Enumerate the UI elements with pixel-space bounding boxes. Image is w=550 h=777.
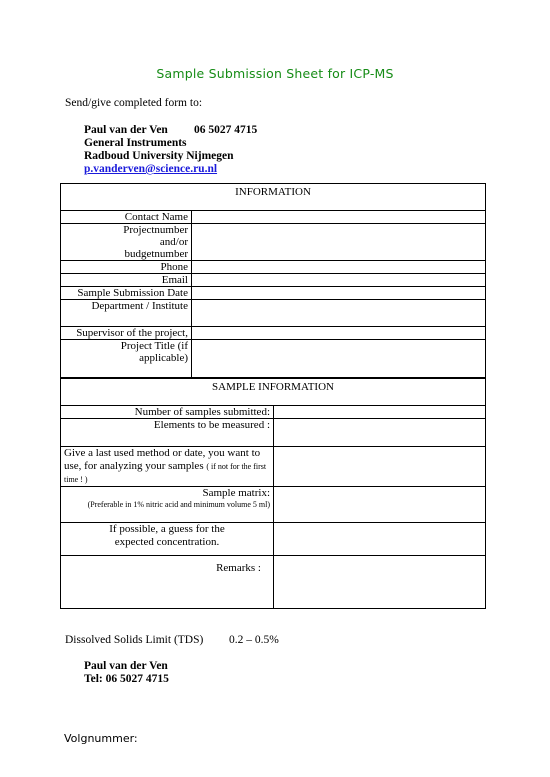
contact-email-link[interactable]: p.vanderven@science.ru.nl: [84, 163, 218, 175]
information-header: INFORMATION: [61, 184, 486, 211]
label-email: Email: [61, 274, 192, 287]
contact-university: Radboud University Nijmegen: [84, 150, 234, 162]
sample-information-table: [60, 378, 486, 609]
label-supervisor: Supervisor of the project,: [61, 327, 192, 340]
page-title: Sample Submission Sheet for ICP-MS: [156, 66, 394, 81]
label-elements: Elements to be measured :: [61, 419, 274, 447]
label-department: Department / Institute: [61, 300, 192, 327]
label-submission-date: Sample Submission Date: [61, 287, 192, 300]
label-project-title: Project Title (if applicable): [61, 340, 192, 378]
field-supervisor[interactable]: [192, 327, 486, 340]
label-remarks: Remarks :: [61, 556, 274, 609]
contact-phone: 06 5027 4715: [194, 124, 258, 136]
field-submission-date[interactable]: [192, 287, 486, 300]
field-contact-name[interactable]: [192, 211, 486, 224]
field-project-title[interactable]: [192, 340, 486, 378]
footer-tel: Tel: 06 5027 4715: [84, 673, 169, 685]
tds-value: 0.2 – 0.5%: [229, 634, 279, 646]
field-concentration-guess[interactable]: [274, 523, 486, 556]
matrix-note: (Preferable in 1% nitric acid and minimum volume 5 ml): [87, 500, 270, 509]
contact-block: [84, 124, 257, 176]
field-email[interactable]: [192, 274, 486, 287]
information-table: [60, 183, 486, 378]
method-note: ( if not for the first time ! ): [64, 462, 267, 484]
contact-name: Paul van der Ven: [84, 124, 168, 136]
field-method[interactable]: [274, 447, 486, 487]
footer-contact: [84, 660, 169, 686]
method-text: Give a last used method or date, you want to use, for analyzing your samples: [64, 447, 261, 472]
sample-information-header: SAMPLE INFORMATION: [61, 379, 486, 406]
label-phone: Phone: [61, 261, 192, 274]
field-number-of-samples[interactable]: [274, 406, 486, 419]
label-number-of-samples: Number of samples submitted:: [61, 406, 274, 419]
field-remarks[interactable]: [274, 556, 486, 609]
tds-label: Dissolved Solids Limit (TDS): [65, 634, 204, 646]
contact-org: General Instruments: [84, 137, 187, 149]
field-department[interactable]: [192, 300, 486, 327]
label-contact-name: Contact Name: [61, 211, 192, 224]
field-elements[interactable]: [274, 419, 486, 447]
footer-name: Paul van der Ven: [84, 660, 168, 672]
matrix-text: Sample matrix:: [202, 487, 270, 499]
label-method: [61, 447, 274, 487]
volgnummer-label: Volgnummer:: [64, 732, 138, 745]
field-projectnumber[interactable]: [192, 224, 486, 261]
label-concentration-guess: If possible, a guess for the expected concentration.: [61, 523, 274, 556]
tds-line: [65, 634, 279, 646]
label-projectnumber: Projectnumber and/or budgetnumber: [61, 224, 192, 261]
field-phone[interactable]: [192, 261, 486, 274]
send-to-label: Send/give completed form to:: [65, 97, 203, 109]
field-sample-matrix[interactable]: [274, 487, 486, 523]
label-sample-matrix: [61, 487, 274, 523]
